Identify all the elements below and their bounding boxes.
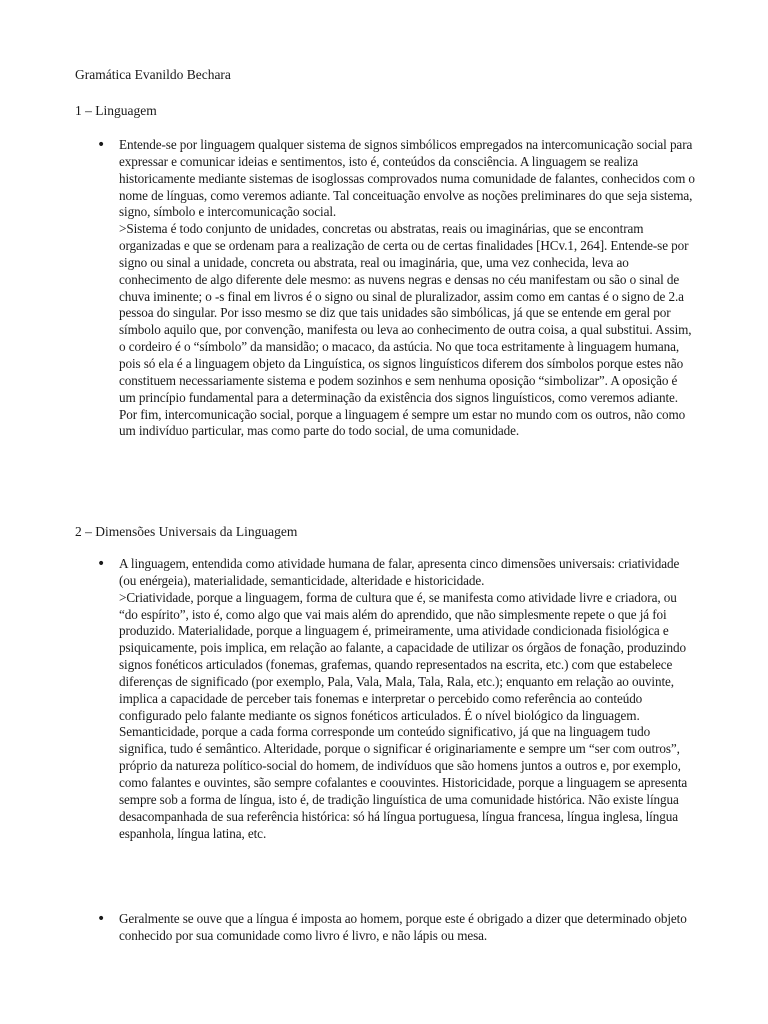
document-title: Gramática Evanildo Bechara [75, 67, 231, 82]
paragraph: >Sistema é todo conjunto de unidades, concretas ou abstratas, reais ou imaginárias, que se encontram organizadas e que se ordenam para a realização de certa ou de certas finalidades [HCv.1, 264]. Entende-se por signo ou sinal a unidade, concreta ou abstrata, real ou imaginária, que, uma vez conhecida, leva ao conhecimento de algo diferente dele mesmo: as nuvens negras e densas no céu manifestam ou são o sinal de chuva iminente; o -s final em livros é o signo ou sinal de pluralizador, assim como em cantas é o signo de 2.a pessoa do singular. Por isso mesmo se diz que tais unidades são simbólicas, já que se entende em geral por símbolo aquilo que, por convenção, manifesta ou leva ao conhecimento de outra coisa, a qual substitui. Assim, o cordeiro é o “símbolo” da mansidão; o macaco, da astúcia. No que toca estritamente à linguagem humana, pois só ela é a linguagem objeto da Linguística, os signos linguísticos diferem dos símbolos porque estes não constituem necessariamente sistema e podem sozinhos e sem nenhuma oposição “simbolizar”. A oposição é um princípio fundamental para a determinação da existência dos signos linguísticos, como veremos adiante. Por fim, intercomunicação social, porque a linguagem é sempre um estar no mundo com os outros, não como um indivíduo particular, mas como parte do todo social, de uma comunidade. [119, 221, 692, 439]
paragraph: Entende-se por linguagem qualquer sistema de signos simbólicos empregados na intercomunicação social para expressar e comunicar ideias e sentimentos, isto é, conteúdos da consciência. A linguagem se realiza historicamente mediante sistemas de isoglossas comprovados numa comunidade de falantes, conhecidos com o nome de línguas, como veremos adiante. Tal conceituação envolve as noções preliminares do que seja sistema, signo, símbolo e intercomunicação social. [119, 137, 695, 220]
paragraph: >Criatividade, porque a linguagem, forma de cultura que é, se manifesta como atividade livre e criadora, ou “do espírito”, isto é, como algo que vai mais além do aprendido, que não simplesmente repete o que já foi produzido. Materialidade, porque a linguagem é, primeiramente, uma atividade condicionada fisiológica e psiquicamente, pois implica, em relação ao falante, a capacidade de utilizar os órgãos de fonação, produzindo signos fonéticos articulados (fonemas, grafemas, quando representados na escrita, etc.) com que estabelece diferenças de significado (por exemplo, Pala, Vala, Mala, Tala, Rala, etc.); enquanto em relação ao ouvinte, implica a capacidade de perceber tais fonemas e interpretar o percebido como referência ao conteúdo configurado pelo falante mediante os signos fonéticos articulados. É o nível biológico da linguagem. Semanticidade, porque a cada forma corresponde um conteúdo significativo, já que na linguagem tudo significa, tudo é semântico. Alteridade, porque o significar é originariamente e sempre um “ser com outros”, próprio da natureza político-social do homem, de indivíduos que são homens juntos a outros e, por exemplo, como falantes e ouvintes, são sempre cofalantes e coouvintes. Historicidade, porque a linguagem se apresenta sempre sob a forma de língua, isto é, de tradição linguística de uma comunidade histórica. Não existe língua desacompanhada de sua referência histórica: só há língua portuguesa, língua francesa, língua inglesa, língua espanhola, língua latina, etc. [119, 589, 688, 841]
bullet-point-icon: • [97, 911, 106, 927]
bullet-point-icon: • [97, 137, 106, 153]
paragraph: Geralmente se ouve que a língua é imposta ao homem, porque este é obrigado a dizer que determinado objeto conhecido por sua comunidade como livro é livro, e não lápis ou mesa. [119, 911, 687, 943]
bullet-point-icon: • [97, 556, 106, 572]
paragraph: A linguagem, entendida como atividade humana de falar, apresenta cinco dimensões universais: criatividade (ou enérgeia), materialidade, semanticidade, alteridade e historicidade. [119, 556, 680, 588]
list-item-text [119, 556, 697, 842]
list-item-text [119, 911, 697, 945]
list-item-text [119, 137, 697, 440]
section-heading-dimensoes: 2 – Dimensões Universais da Linguagem [75, 524, 298, 539]
section-heading-linguagem: 1 – Linguagem [75, 103, 157, 118]
